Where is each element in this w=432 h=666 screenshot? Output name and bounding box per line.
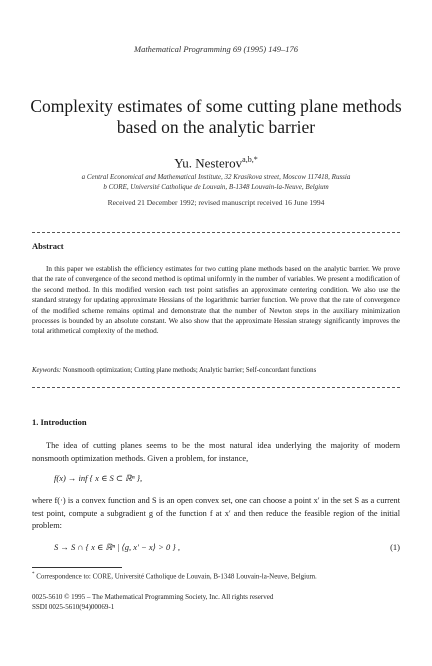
footnote [32,572,400,580]
abstract-top-rule [32,232,400,233]
section-heading: 1. Introduction [32,417,87,427]
abstract-heading: Abstract [32,241,64,251]
author-name: Yu. Nesterov [174,155,243,171]
affiliation-a: a Central Economical and Mathematical Institute, 32 Krasikova street, Moscow 117418, Russia [81,173,351,181]
abstract-body: In this paper we establish the efficiency estimates for two cutting plane methods based on the analytic barrier. We prove that the rate of convergence of the second method is optimal uniformly in the number of variables. We present a modification of the second method. In this modified version each test point satisfies an approximate centering condition. We also use the standard strategy for updating approximate Hessians of the logarithmic barrier function. We prove that the rate of convergence of the modified scheme remains optimal and demonstrate that the number of Newton steps in the auxiliary minimization processes is bounded by an absolute constant. We also show that the approximate Hessian strategy significantly improves the total arithmetical complexity of the method. [32,265,400,336]
ssdi-line: SSDI 0025-5610(94)00069-1 [32,603,115,611]
intro-paragraph: The idea of cutting planes seems to be the most natural idea underlying the majority of modern nonsmooth optimization methods. Given a problem, for instance, [32,441,400,463]
keywords-label: Keywords: [32,367,62,374]
equation-number: (1) [390,542,400,552]
equation-expression: S → S ∩ { x ∈ ℝⁿ | ⟨g, x′ − x⟩ > 0 } , [54,542,181,552]
body-paragraph: where f(·) is a convex function and S is an open convex set, one can choose a point x′ in the set S as a current test point, compute a subgradient g of the function f at x′ and then reduce the feasible region of the initial problem: [32,496,400,530]
affiliation-b: b CORE, Université Catholique de Louvain, B-1348 Louvain-la-Neuve, Belgium [103,183,329,191]
journal-citation: Mathematical Programming 69 (1995) 149–176 [133,44,298,54]
problem-formula: f(x) → inf { x ∈ S ⊂ ℝⁿ }, [54,473,143,483]
footnote-rule [32,567,122,568]
footnote-mark: * [32,572,35,577]
footnote-text: Correspondence to: CORE, Université Catholique de Louvain, B-1348 Louvain-la-Neuve, Belgium. [36,572,317,581]
keywords [32,367,400,374]
copyright-line: 0025-5610 © 1995 – The Mathematical Programming Society, Inc. All rights reserved [32,593,274,601]
equation-1 [54,542,400,553]
paper-title: Complexity estimates of some cutting plane methods based on the analytic barrier [30,96,402,137]
author-line [0,155,432,171]
abstract-bottom-rule [32,387,400,388]
keywords-text: Nonsmooth optimization; Cutting plane methods; Analytic barrier; Self-concordant functions [62,367,317,374]
author-marks: a,b,* [242,155,258,164]
received-dates: Received 21 December 1992; revised manuscript received 16 June 1994 [107,198,325,207]
